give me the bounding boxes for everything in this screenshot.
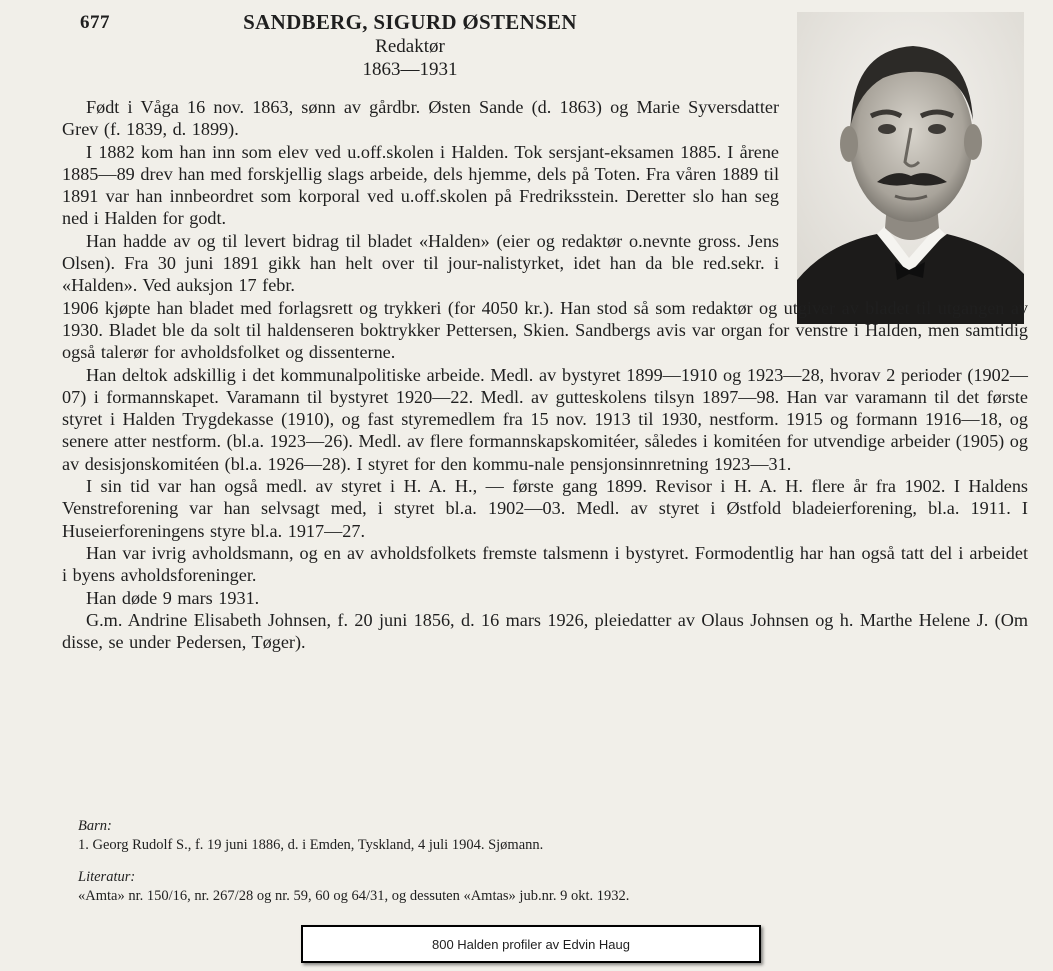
paragraph-politics: Han deltok adskillig i det kommunalpolitiske arbeide. Medl. av bystyret 1899—1910 og 1923—28, hvorav 2 perioder (1902—07) i formannskapet. Varamann til bystyret 1920—22. Medl. av gutteskolens tilsyn 1897—98. Han var varamann til det første styret i Halden Trygdekasse (1910), og fast styremedlem fra 15 nov. 1913 til 1930, nestform. 1915 og formann 1916—18, og senere atter nestform. (bl.a. 1923—26). Medl. av flere formannskapskomitéer, således i komitéen for utvendige arbeider (1905) og av desisjonskomitéen (bl.a. 1926—28). I styret for den kommu-nale pensjonsinnretning 1923—31.: [62, 364, 1028, 474]
literature-text: «Amta» nr. 150/16, nr. 267/28 og nr. 59, 60 og 64/31, og dessuten «Amtas» jub.nr. 9 okt. 1932.: [78, 888, 630, 904]
children-text: 1. Georg Rudolf S., f. 19 juni 1886, d. i Emden, Tyskland, 4 juli 1904. Sjømann.: [78, 837, 544, 853]
paragraph-birth: Født i Våga 16 nov. 1863, sønn av gårdbr. Østen Sande (d. 1863) og Marie Syversdatter Grev (f. 1839, d. 1899).: [62, 97, 779, 140]
children-label: Barn:: [78, 818, 112, 834]
paragraph-military: I 1882 kom han inn som elev ved u.off.skolen i Halden. Tok sersjant-eksamen 1885. I årene 1885—89 drev han med forskjellig slags arbeide, dels hjemme, dels på Toten. Fra våren 1889 til 1891 var han innbeordret som korporal ved u.off.skolen på Fredriksstein. Deretter slo han seg ned i Halden for godt.: [62, 141, 779, 229]
children-block: [78, 817, 978, 855]
paragraph-temperance: Han var ivrig avholdsmann, og en av avholdsfolkets fremste talsmenn i bystyret. Formodentlig har han også tatt del i arbeidet i byens avholdsforeninger.: [62, 542, 1028, 586]
paragraph-newspaper: 1906 kjøpte han bladet med forlagsrett og trykkeri (for 4050 kr.). Han stod så som redaktør og utgiver av bladet til utgangen av 1930. Bladet ble da solt til haldenseren boktrykker Pettersen, Skien. Sandbergs avis var organ for venstre i Halden, men samtidig også talerør for avholdsfolket og dissenterne.: [62, 297, 1028, 363]
source-caption: 800 Halden profiler av Edvin Haug: [301, 925, 761, 963]
person-title: Redaktør: [375, 36, 445, 57]
page-number: 677: [80, 12, 110, 33]
paragraph-death: Han døde 9 mars 1931.: [86, 587, 260, 608]
paragraph-organizations: I sin tid var han også medl. av styret i H. A. H., — første gang 1899. Revisor i H. A. H. flere år fra 1902. I Haldens Venstreforening var han selvsagt med, i styret bl.a. 1902—03. Medl. av styret i Østfold bladeierforening, bl.a. 1911. I Huseierforeningens styre bl.a. 1917—27.: [62, 476, 1028, 541]
entry-heading: [200, 10, 620, 81]
literature-block: [78, 868, 978, 906]
paragraph-journalism: Han hadde av og til levert bidrag til bladet «Halden» (eier og redaktør o.nevnte gross. Jens Olsen). Fra 30 juni 1891 gikk han helt over til jour-nalistyrket, idet han da ble red.sekr. i «Halden». Ved auksjon 17 febr.: [62, 230, 779, 296]
notes-section: [78, 817, 978, 919]
person-name: SANDBERG, SIGURD ØSTENSEN: [243, 10, 577, 34]
person-years: 1863—1931: [362, 59, 458, 80]
paragraph-marriage: G.m. Andrine Elisabeth Johnsen, f. 20 juni 1856, d. 16 mars 1926, pleiedatter av Olaus Johnsen og h. Marthe Helene J. (Om disse, se under Pedersen, Tøger).: [62, 609, 1028, 653]
biography-text: [62, 96, 1028, 653]
literature-label: Literatur:: [78, 869, 136, 885]
